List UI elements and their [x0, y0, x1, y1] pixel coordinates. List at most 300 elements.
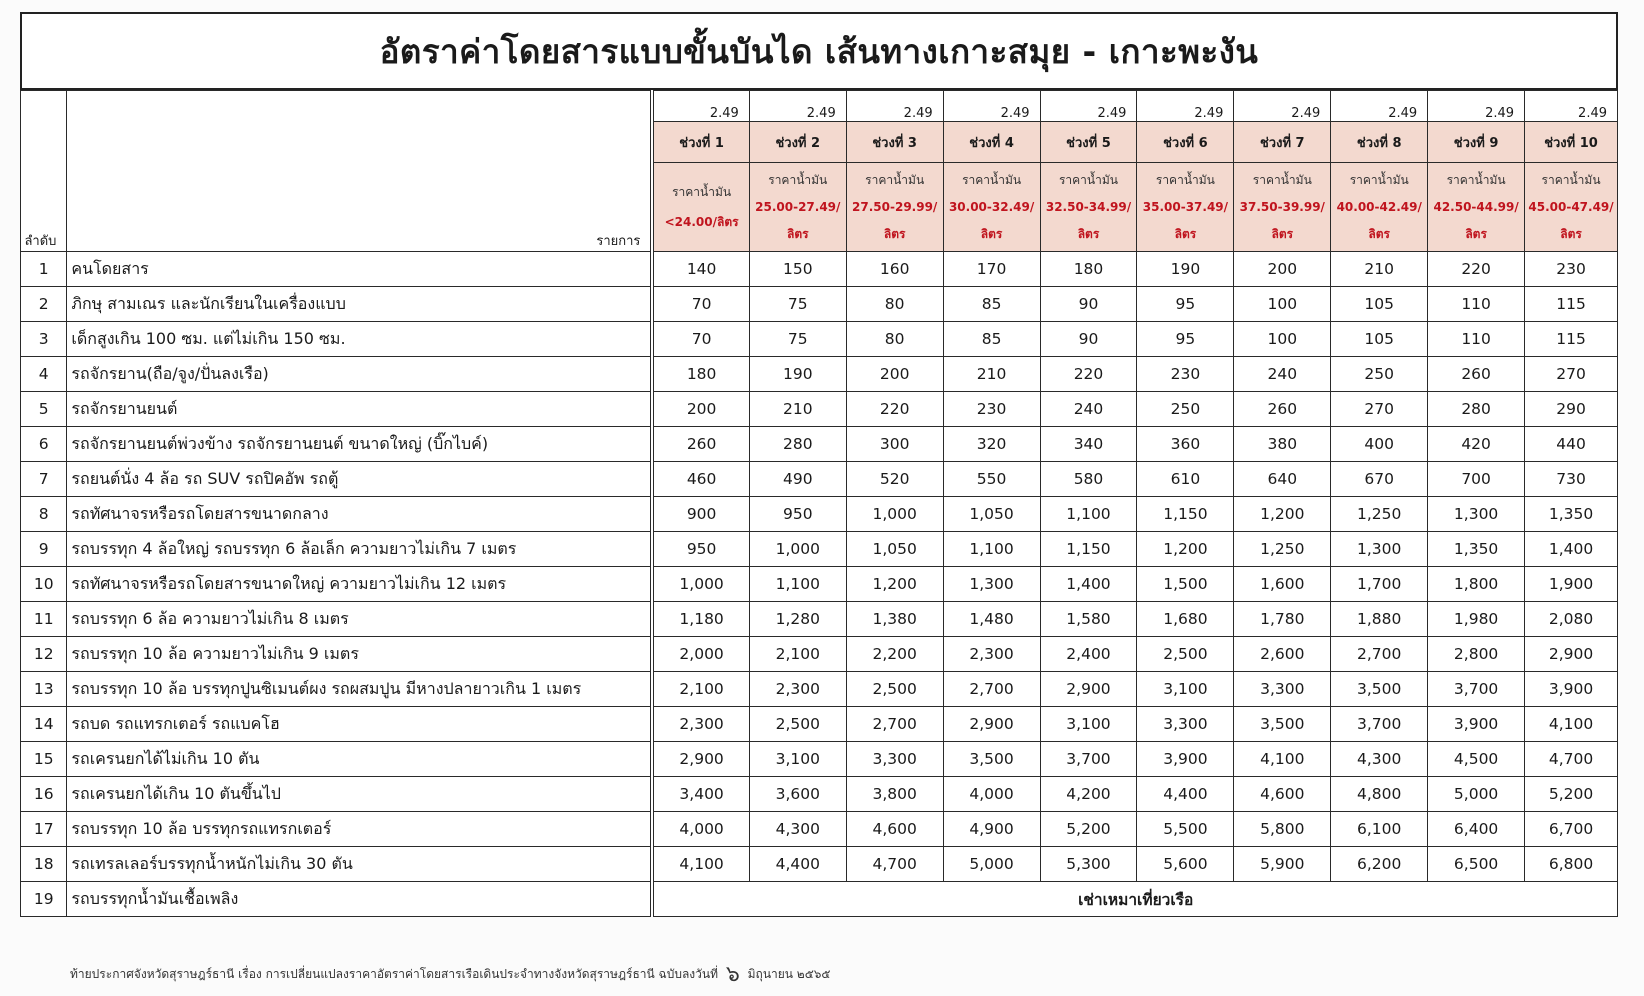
table-row — [21, 357, 1618, 392]
fuel-price-unit: ลิตร — [1560, 226, 1582, 241]
row-number: 8 — [21, 497, 67, 532]
table-row — [21, 742, 1618, 777]
fare-cell: 2,300 — [943, 637, 1040, 672]
fare-cell: 2,080 — [1525, 602, 1618, 637]
row-number: 7 — [21, 462, 67, 497]
fare-cell: 3,500 — [1234, 707, 1331, 742]
fare-cell: 190 — [1137, 252, 1234, 287]
fuel-price-range: 40.00-42.49/ — [1336, 199, 1422, 214]
fare-cell: 1,300 — [943, 567, 1040, 602]
fare-cell: 2,600 — [1234, 637, 1331, 672]
fare-cell: 100 — [1234, 287, 1331, 322]
fuel-price-unit: ลิตร — [883, 226, 906, 241]
fare-cell: 75 — [749, 287, 846, 322]
footer-day: ๖ — [725, 962, 740, 987]
fare-cell: 230 — [943, 392, 1040, 427]
fare-cell: 1,000 — [749, 532, 846, 567]
table-row — [21, 812, 1618, 847]
fare-cell: 900 — [652, 497, 749, 532]
fare-cell: 270 — [1525, 357, 1618, 392]
fare-cell: 220 — [1040, 357, 1137, 392]
fare-cell: 580 — [1040, 462, 1137, 497]
fare-cell: 1,200 — [846, 567, 943, 602]
row-item: รถเครนยกได้เกิน 10 ตันขึ้นไป — [67, 777, 652, 812]
column-header-no: ลำดับ — [21, 91, 67, 252]
fare-cell: 4,300 — [1331, 742, 1428, 777]
fare-cell: 460 — [652, 462, 749, 497]
fare-cell: 4,700 — [846, 847, 943, 882]
fare-cell: 2,200 — [846, 637, 943, 672]
fare-cell: 320 — [943, 427, 1040, 462]
fare-cell: 2,700 — [1331, 637, 1428, 672]
fare-cell: 1,600 — [1234, 567, 1331, 602]
fare-cell: 420 — [1428, 427, 1525, 462]
step-header: ช่วงที่ 2 — [749, 122, 846, 163]
table-row — [21, 672, 1618, 707]
fare-cell: 1,200 — [1137, 532, 1234, 567]
fare-cell: 200 — [652, 392, 749, 427]
fuel-price-range: <24.00/ลิตร — [664, 215, 739, 229]
fare-cell: 520 — [846, 462, 943, 497]
page-title: อัตราค่าโดยสารแบบขั้นบันได เส้นทางเกาะสมุย - เกาะพะงัน — [379, 31, 1259, 71]
fare-cell: 1,200 — [1234, 497, 1331, 532]
row-number: 1 — [21, 252, 67, 287]
fare-cell: 95 — [1137, 322, 1234, 357]
fare-cell: 210 — [943, 357, 1040, 392]
table-row — [21, 392, 1618, 427]
fare-cell: 3,900 — [1428, 707, 1525, 742]
fare-cell: 200 — [846, 357, 943, 392]
fare-cell: 190 — [749, 357, 846, 392]
fuel-price-range: 37.50-39.99/ — [1239, 199, 1325, 214]
fare-cell: 180 — [1040, 252, 1137, 287]
row-item: รถบรรทุกน้ำมันเชื้อเพลิง — [67, 882, 652, 917]
table-row — [21, 637, 1618, 672]
fare-cell: 6,400 — [1428, 812, 1525, 847]
row-item: รถบรรทุก 10 ล้อ บรรทุกปูนซิเมนต์ผง รถผสมปูน มีหางปลายาวเกิน 1 เมตร — [67, 672, 652, 707]
fuel-price-header — [1428, 163, 1525, 252]
fare-cell: 2,500 — [846, 672, 943, 707]
fare-cell: 1,800 — [1428, 567, 1525, 602]
row-item: รถบรรทุก 10 ล้อ ความยาวไม่เกิน 9 เมตร — [67, 637, 652, 672]
fuel-price-range: 32.50-34.99/ — [1045, 199, 1132, 214]
rate-cell: 2.49 — [1040, 91, 1137, 122]
fare-cell: 160 — [846, 252, 943, 287]
row-item: รถยนต์นั่ง 4 ล้อ รถ SUV รถปิคอัพ รถตู้ — [67, 462, 652, 497]
rate-cell: 2.49 — [652, 91, 749, 122]
row-number: 4 — [21, 357, 67, 392]
fare-cell: 4,200 — [1040, 777, 1137, 812]
fuel-price-range: 45.00-47.49/ — [1528, 199, 1614, 214]
fare-cell: 70 — [652, 287, 749, 322]
fuel-price-label: ราคาน้ำมัน — [1349, 172, 1409, 187]
rate-cell: 2.49 — [1234, 91, 1331, 122]
row-item: รถทัศนาจรหรือรถโดยสารขนาดใหญ่ ความยาวไม่เกิน 12 เมตร — [67, 567, 652, 602]
rate-cell: 2.49 — [943, 91, 1040, 122]
table-row — [21, 777, 1618, 812]
fuel-price-header — [1040, 163, 1137, 252]
fare-cell: 3,300 — [846, 742, 943, 777]
table-row — [21, 882, 1618, 917]
fare-cell: 360 — [1137, 427, 1234, 462]
row-number: 3 — [21, 322, 67, 357]
fare-cell: 3,100 — [1040, 707, 1137, 742]
fare-cell: 240 — [1040, 392, 1137, 427]
table-row — [21, 252, 1618, 287]
fare-cell: 220 — [1428, 252, 1525, 287]
row-item: คนโดยสาร — [67, 252, 652, 287]
rate-cell: 2.49 — [749, 91, 846, 122]
row-number: 10 — [21, 567, 67, 602]
table-row — [21, 322, 1618, 357]
table-row — [21, 567, 1618, 602]
fare-cell: 85 — [943, 322, 1040, 357]
fare-cell: 1,100 — [1040, 497, 1137, 532]
fuel-price-header — [749, 163, 846, 252]
fare-cell: 1,400 — [1040, 567, 1137, 602]
fare-cell: 3,700 — [1428, 672, 1525, 707]
fare-cell: 1,980 — [1428, 602, 1525, 637]
fare-cell: 1,350 — [1525, 497, 1618, 532]
fare-cell: 3,900 — [1137, 742, 1234, 777]
fare-cell: 70 — [652, 322, 749, 357]
fuel-price-range: 42.50-44.99/ — [1433, 199, 1519, 214]
fare-cell: 1,100 — [749, 567, 846, 602]
fare-cell: 210 — [749, 392, 846, 427]
fare-cell: 2,000 — [652, 637, 749, 672]
fare-cell: 260 — [652, 427, 749, 462]
fare-table — [20, 90, 1618, 917]
fare-cell: 1,100 — [943, 532, 1040, 567]
fare-cell: 4,600 — [1234, 777, 1331, 812]
fare-cell: 140 — [652, 252, 749, 287]
row-number: 6 — [21, 427, 67, 462]
fare-cell: 4,300 — [749, 812, 846, 847]
rate-cell: 2.49 — [1525, 91, 1618, 122]
fare-cell: 85 — [943, 287, 1040, 322]
fuel-price-header — [943, 163, 1040, 252]
fare-cell: 1,380 — [846, 602, 943, 637]
fuel-price-unit: ลิตร — [980, 226, 1003, 241]
footer-note — [70, 956, 831, 991]
fare-cell: 5,000 — [1428, 777, 1525, 812]
footer-text: ท้ายประกาศจังหวัดสุราษฎร์ธานี เรื่อง การเปลี่ยนแปลงราคาอัตราค่าโดยสารเรือเดินประจำทางจังหวัดสุราษฎร์ธานี ฉบับลงวันที่ — [70, 967, 719, 981]
fare-cell: 170 — [943, 252, 1040, 287]
fare-cell: 4,100 — [1234, 742, 1331, 777]
fare-cell: 1,000 — [846, 497, 943, 532]
fare-cell: 210 — [1331, 252, 1428, 287]
fare-cell: 2,700 — [943, 672, 1040, 707]
row-number: 5 — [21, 392, 67, 427]
fuel-price-unit: ลิตร — [1174, 226, 1197, 241]
fare-cell: 2,900 — [943, 707, 1040, 742]
title-box — [20, 12, 1618, 90]
row-item: รถจักรยานยนต์พ่วงข้าง รถจักรยานยนต์ ขนาดใหญ่ (บิ๊กไบค์) — [67, 427, 652, 462]
fare-cell: 4,400 — [749, 847, 846, 882]
table-row — [21, 462, 1618, 497]
fare-cell: 550 — [943, 462, 1040, 497]
fare-cell: 1,500 — [1137, 567, 1234, 602]
fare-cell: 95 — [1137, 287, 1234, 322]
fuel-price-unit: ลิตร — [1271, 226, 1294, 241]
fare-cell: 5,200 — [1525, 777, 1618, 812]
fare-cell: 200 — [1234, 252, 1331, 287]
step-header: ช่วงที่ 4 — [943, 122, 1040, 163]
fuel-price-unit: ลิตร — [1077, 226, 1100, 241]
fare-cell: 640 — [1234, 462, 1331, 497]
rate-cell: 2.49 — [1331, 91, 1428, 122]
row-number: 18 — [21, 847, 67, 882]
fare-cell: 3,300 — [1137, 707, 1234, 742]
fare-cell: 1,300 — [1428, 497, 1525, 532]
fare-cell: 4,400 — [1137, 777, 1234, 812]
row-number: 13 — [21, 672, 67, 707]
step-header: ช่วงที่ 9 — [1428, 122, 1525, 163]
fare-cell: 6,800 — [1525, 847, 1618, 882]
fare-cell: 240 — [1234, 357, 1331, 392]
fuel-price-range: 25.00-27.49/ — [755, 199, 841, 214]
fuel-price-label: ราคาน้ำมัน — [768, 172, 828, 187]
fuel-price-unit: ลิตร — [1368, 226, 1390, 241]
fare-cell: 3,600 — [749, 777, 846, 812]
fare-cell: 3,100 — [1137, 672, 1234, 707]
fuel-price-header — [1331, 163, 1428, 252]
fare-cell: 5,600 — [1137, 847, 1234, 882]
fare-cell: 3,700 — [1331, 707, 1428, 742]
fare-cell: 4,600 — [846, 812, 943, 847]
fare-cell: 3,100 — [749, 742, 846, 777]
fare-cell: 4,000 — [652, 812, 749, 847]
step-header: ช่วงที่ 8 — [1331, 122, 1428, 163]
fare-cell: 1,300 — [1331, 532, 1428, 567]
fare-cell: 260 — [1428, 357, 1525, 392]
fare-cell: 2,900 — [1525, 637, 1618, 672]
table-row — [21, 532, 1618, 567]
fare-cell: 400 — [1331, 427, 1428, 462]
row-item: รถทัศนาจรหรือรถโดยสารขนาดกลาง — [67, 497, 652, 532]
row-number: 11 — [21, 602, 67, 637]
fare-cell: 5,300 — [1040, 847, 1137, 882]
fare-cell: 490 — [749, 462, 846, 497]
fuel-price-range: 35.00-37.49/ — [1142, 199, 1229, 214]
fare-cell: 230 — [1525, 252, 1618, 287]
fare-cell: 730 — [1525, 462, 1618, 497]
fare-cell: 1,280 — [749, 602, 846, 637]
row-number: 2 — [21, 287, 67, 322]
fare-cell: 110 — [1428, 287, 1525, 322]
step-header: ช่วงที่ 5 — [1040, 122, 1137, 163]
fare-cell: 6,100 — [1331, 812, 1428, 847]
fuel-price-header — [846, 163, 943, 252]
row-item: รถบรรทุก 4 ล้อใหญ่ รถบรรทุก 6 ล้อเล็ก ความยาวไม่เกิน 7 เมตร — [67, 532, 652, 567]
fare-cell: 950 — [652, 532, 749, 567]
fare-cell: 5,500 — [1137, 812, 1234, 847]
fare-table-body — [21, 252, 1618, 917]
fuel-price-label: ราคาน้ำมัน — [1446, 172, 1506, 187]
fare-cell: 3,500 — [1331, 672, 1428, 707]
fare-cell: 440 — [1525, 427, 1618, 462]
row-number: 9 — [21, 532, 67, 567]
fare-cell: 1,780 — [1234, 602, 1331, 637]
fare-cell: 380 — [1234, 427, 1331, 462]
fare-cell: 260 — [1234, 392, 1331, 427]
step-header: ช่วงที่ 3 — [846, 122, 943, 163]
fare-cell: 1,700 — [1331, 567, 1428, 602]
fare-cell: 4,000 — [943, 777, 1040, 812]
row-item: รถจักรยานยนต์ — [67, 392, 652, 427]
fare-cell: 4,900 — [943, 812, 1040, 847]
fare-cell: 5,200 — [1040, 812, 1137, 847]
fare-cell: 6,200 — [1331, 847, 1428, 882]
fare-cell: 700 — [1428, 462, 1525, 497]
fare-cell: 115 — [1525, 287, 1618, 322]
footer-month-year: มิถุนายน ๒๕๖๕ — [747, 967, 831, 981]
fare-cell: 2,900 — [1040, 672, 1137, 707]
fare-cell: 1,680 — [1137, 602, 1234, 637]
table-row — [21, 602, 1618, 637]
table-row — [21, 427, 1618, 462]
fare-cell: 1,250 — [1234, 532, 1331, 567]
step-header: ช่วงที่ 7 — [1234, 122, 1331, 163]
fuel-price-header — [1525, 163, 1618, 252]
fare-cell: 80 — [846, 322, 943, 357]
fare-cell: 2,300 — [652, 707, 749, 742]
fare-cell: 280 — [749, 427, 846, 462]
fare-cell: 150 — [749, 252, 846, 287]
fuel-price-label: ราคาน้ำมัน — [672, 185, 732, 199]
row-number: 15 — [21, 742, 67, 777]
step-header: ช่วงที่ 1 — [652, 122, 749, 163]
fare-cell: 6,700 — [1525, 812, 1618, 847]
fare-cell: 2,100 — [652, 672, 749, 707]
fare-cell: 280 — [1428, 392, 1525, 427]
fare-cell: 290 — [1525, 392, 1618, 427]
step-header: ช่วงที่ 6 — [1137, 122, 1234, 163]
fare-cell: 270 — [1331, 392, 1428, 427]
fare-cell: 105 — [1331, 287, 1428, 322]
fare-cell: 670 — [1331, 462, 1428, 497]
fare-cell: 230 — [1137, 357, 1234, 392]
fare-cell: 2,700 — [846, 707, 943, 742]
fare-cell: 2,400 — [1040, 637, 1137, 672]
row-item: รถบรรทุก 10 ล้อ บรรทุกรถแทรกเตอร์ — [67, 812, 652, 847]
fare-cell: 1,900 — [1525, 567, 1618, 602]
fuel-price-label: ราคาน้ำมัน — [1155, 172, 1215, 187]
row-item: รถบรรทุก 6 ล้อ ความยาวไม่เกิน 8 เมตร — [67, 602, 652, 637]
fare-cell: 5,900 — [1234, 847, 1331, 882]
fare-cell: 1,400 — [1525, 532, 1618, 567]
column-header-item: รายการ — [67, 91, 652, 252]
fuel-price-header — [1137, 163, 1234, 252]
fare-cell: 80 — [846, 287, 943, 322]
fare-cell: 4,100 — [652, 847, 749, 882]
fare-cell: 2,500 — [1137, 637, 1234, 672]
fare-cell: 1,150 — [1137, 497, 1234, 532]
fare-cell: 1,480 — [943, 602, 1040, 637]
row-item: ภิกษุ สามเณร และนักเรียนในเครื่องแบบ — [67, 287, 652, 322]
fuel-price-label: ราคาน้ำมัน — [1541, 172, 1601, 187]
row-item: รถเครนยกได้ไม่เกิน 10 ตัน — [67, 742, 652, 777]
fuel-price-range: 27.50-29.99/ — [852, 199, 938, 214]
fare-cell: 4,500 — [1428, 742, 1525, 777]
fare-cell: 1,580 — [1040, 602, 1137, 637]
row-item: รถบด รถแทรกเตอร์ รถแบคโฮ — [67, 707, 652, 742]
charter-note: เช่าเหมาเที่ยวเรือ — [652, 882, 1617, 917]
rate-cell: 2.49 — [1428, 91, 1525, 122]
fare-cell: 90 — [1040, 287, 1137, 322]
fare-cell: 75 — [749, 322, 846, 357]
row-number: 16 — [21, 777, 67, 812]
fuel-price-label: ราคาน้ำมัน — [865, 172, 925, 187]
fare-cell: 3,300 — [1234, 672, 1331, 707]
fare-cell: 2,900 — [652, 742, 749, 777]
rate-cell: 2.49 — [846, 91, 943, 122]
row-item: รถเทรลเลอร์บรรทุกน้ำหนักไม่เกิน 30 ตัน — [67, 847, 652, 882]
fare-cell: 2,800 — [1428, 637, 1525, 672]
row-number: 19 — [21, 882, 67, 917]
fuel-price-header — [1234, 163, 1331, 252]
rate-cell: 2.49 — [1137, 91, 1234, 122]
fare-cell: 2,500 — [749, 707, 846, 742]
step-header: ช่วงที่ 10 — [1525, 122, 1618, 163]
fare-cell: 1,880 — [1331, 602, 1428, 637]
fare-cell: 115 — [1525, 322, 1618, 357]
fare-cell: 1,180 — [652, 602, 749, 637]
fare-cell: 220 — [846, 392, 943, 427]
fare-cell: 1,000 — [652, 567, 749, 602]
fare-cell: 2,300 — [749, 672, 846, 707]
fare-cell: 950 — [749, 497, 846, 532]
fuel-price-label: ราคาน้ำมัน — [1252, 172, 1312, 187]
fare-cell: 1,350 — [1428, 532, 1525, 567]
fare-cell: 3,900 — [1525, 672, 1618, 707]
row-item: เด็กสูงเกิน 100 ซม. แต่ไม่เกิน 150 ซม. — [67, 322, 652, 357]
fare-cell: 2,100 — [749, 637, 846, 672]
fare-cell: 1,250 — [1331, 497, 1428, 532]
fare-cell: 4,800 — [1331, 777, 1428, 812]
table-row — [21, 707, 1618, 742]
fare-cell: 250 — [1331, 357, 1428, 392]
fare-cell: 300 — [846, 427, 943, 462]
row-number: 14 — [21, 707, 67, 742]
fare-cell: 3,500 — [943, 742, 1040, 777]
table-row — [21, 287, 1618, 322]
fare-cell: 3,400 — [652, 777, 749, 812]
fare-cell: 250 — [1137, 392, 1234, 427]
fare-cell: 5,000 — [943, 847, 1040, 882]
fare-cell: 4,700 — [1525, 742, 1618, 777]
row-number: 17 — [21, 812, 67, 847]
fare-cell: 180 — [652, 357, 749, 392]
table-row — [21, 497, 1618, 532]
fuel-price-label: ราคาน้ำมัน — [1058, 172, 1118, 187]
fare-cell: 110 — [1428, 322, 1525, 357]
fare-cell: 105 — [1331, 322, 1428, 357]
fuel-price-label: ราคาน้ำมัน — [962, 172, 1022, 187]
fare-cell: 1,150 — [1040, 532, 1137, 567]
fare-cell: 90 — [1040, 322, 1137, 357]
table-row — [21, 847, 1618, 882]
fare-cell: 4,100 — [1525, 707, 1618, 742]
fuel-price-unit: ลิตร — [786, 226, 809, 241]
fare-cell: 3,700 — [1040, 742, 1137, 777]
rate-header-row — [21, 91, 1618, 122]
fare-sheet — [20, 12, 1618, 932]
fare-cell: 1,050 — [846, 532, 943, 567]
fare-cell: 3,800 — [846, 777, 943, 812]
fuel-price-range: 30.00-32.49/ — [948, 199, 1035, 214]
fare-cell: 610 — [1137, 462, 1234, 497]
